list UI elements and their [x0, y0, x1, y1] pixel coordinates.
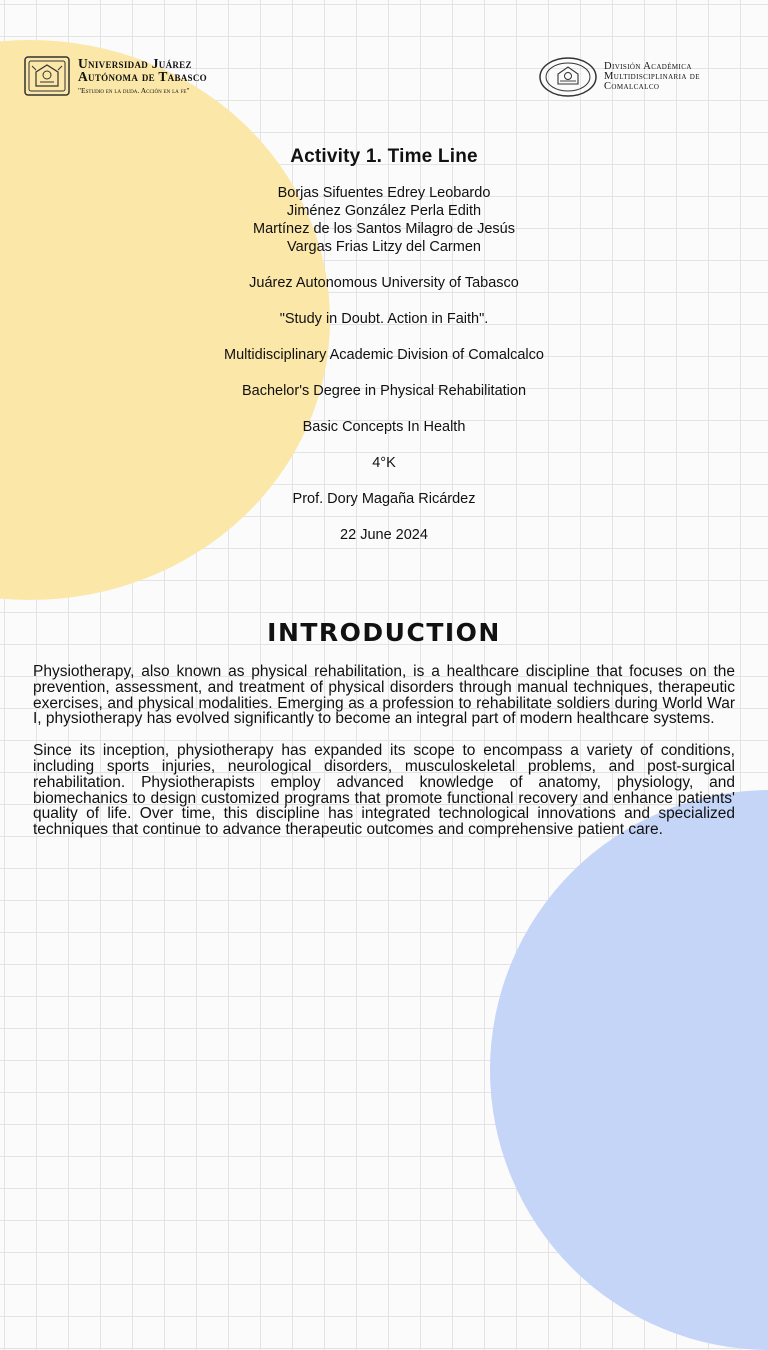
author-name: Borjas Sifuentes Edrey Leobardo: [277, 185, 491, 201]
introduction-paragraph: Since its inception, physiotherapy has expanded its scope to encompass a variety of conditions, including sports injuries, neurological disorders, musculoskeletal problems, and post-surgical rehabilitation. Physiotherapists employ advanced knowledge of anatomy, physiology, and biomechanics to design customized programs that promote functional recovery and enhance patients' quality of life. Over time, this discipline has integrated technological innovations and specialized techniques that continue to advance therapeutic outcomes and comprehensive patient care.: [33, 742, 735, 839]
introduction-heading: INTRODUCTION: [267, 618, 501, 647]
university-name-line2: Autónoma de Tabasco: [78, 69, 207, 84]
group-line: 4°K: [372, 455, 396, 471]
author-list: [0, 184, 768, 256]
division-seal-icon: [538, 56, 598, 98]
professor-line: Prof. Dory Magaña Ricárdez: [292, 491, 476, 507]
university-name-line1: Universidad Juárez: [78, 56, 192, 71]
university-seal-icon: [24, 56, 70, 96]
document-title: Activity 1. Time Line: [290, 146, 478, 167]
introduction-body: [33, 664, 735, 854]
university-motto: "Estudio en la duda. Acción en la fe": [78, 86, 190, 95]
author-name: Vargas Frias Litzy del Carmen: [287, 239, 481, 255]
division-text: [604, 62, 700, 92]
division-name-line3: Comalcalco: [604, 81, 660, 92]
university-line: Juárez Autonomous University of Tabasco: [249, 275, 519, 291]
university-logo: [24, 56, 207, 96]
division-logo: [538, 56, 700, 98]
cover-section: [0, 146, 768, 544]
division-name-line2: Multidisciplinaria de: [604, 71, 700, 82]
introduction-paragraph: Physiotherapy, also known as physical rehabilitation, is a healthcare discipline that focuses on the prevention, assessment, and treatment of physical disorders through manual techniques, therapeutic exercises, and physical modalities. Emerging as a profession to rehabilitate soldiers during World War I, physiotherapy has evolved significantly to become an integral part of modern healthcare systems.: [33, 663, 735, 728]
degree-line: Bachelor's Degree in Physical Rehabilitation: [241, 383, 527, 399]
author-name: Jiménez González Perla Edith: [286, 203, 482, 219]
date-line: 22 June 2024: [340, 527, 428, 543]
motto-line: "Study in Doubt. Action in Faith".: [279, 311, 489, 327]
course-line: Basic Concepts In Health: [302, 419, 466, 435]
author-name: Martínez de los Santos Milagro de Jesús: [253, 221, 515, 237]
decorative-blue-circle: [490, 790, 768, 1350]
division-name-line1: División Académica: [604, 61, 692, 72]
division-line: Multidisciplinary Academic Division of Comalcalco: [224, 347, 544, 363]
university-text: [78, 57, 207, 95]
